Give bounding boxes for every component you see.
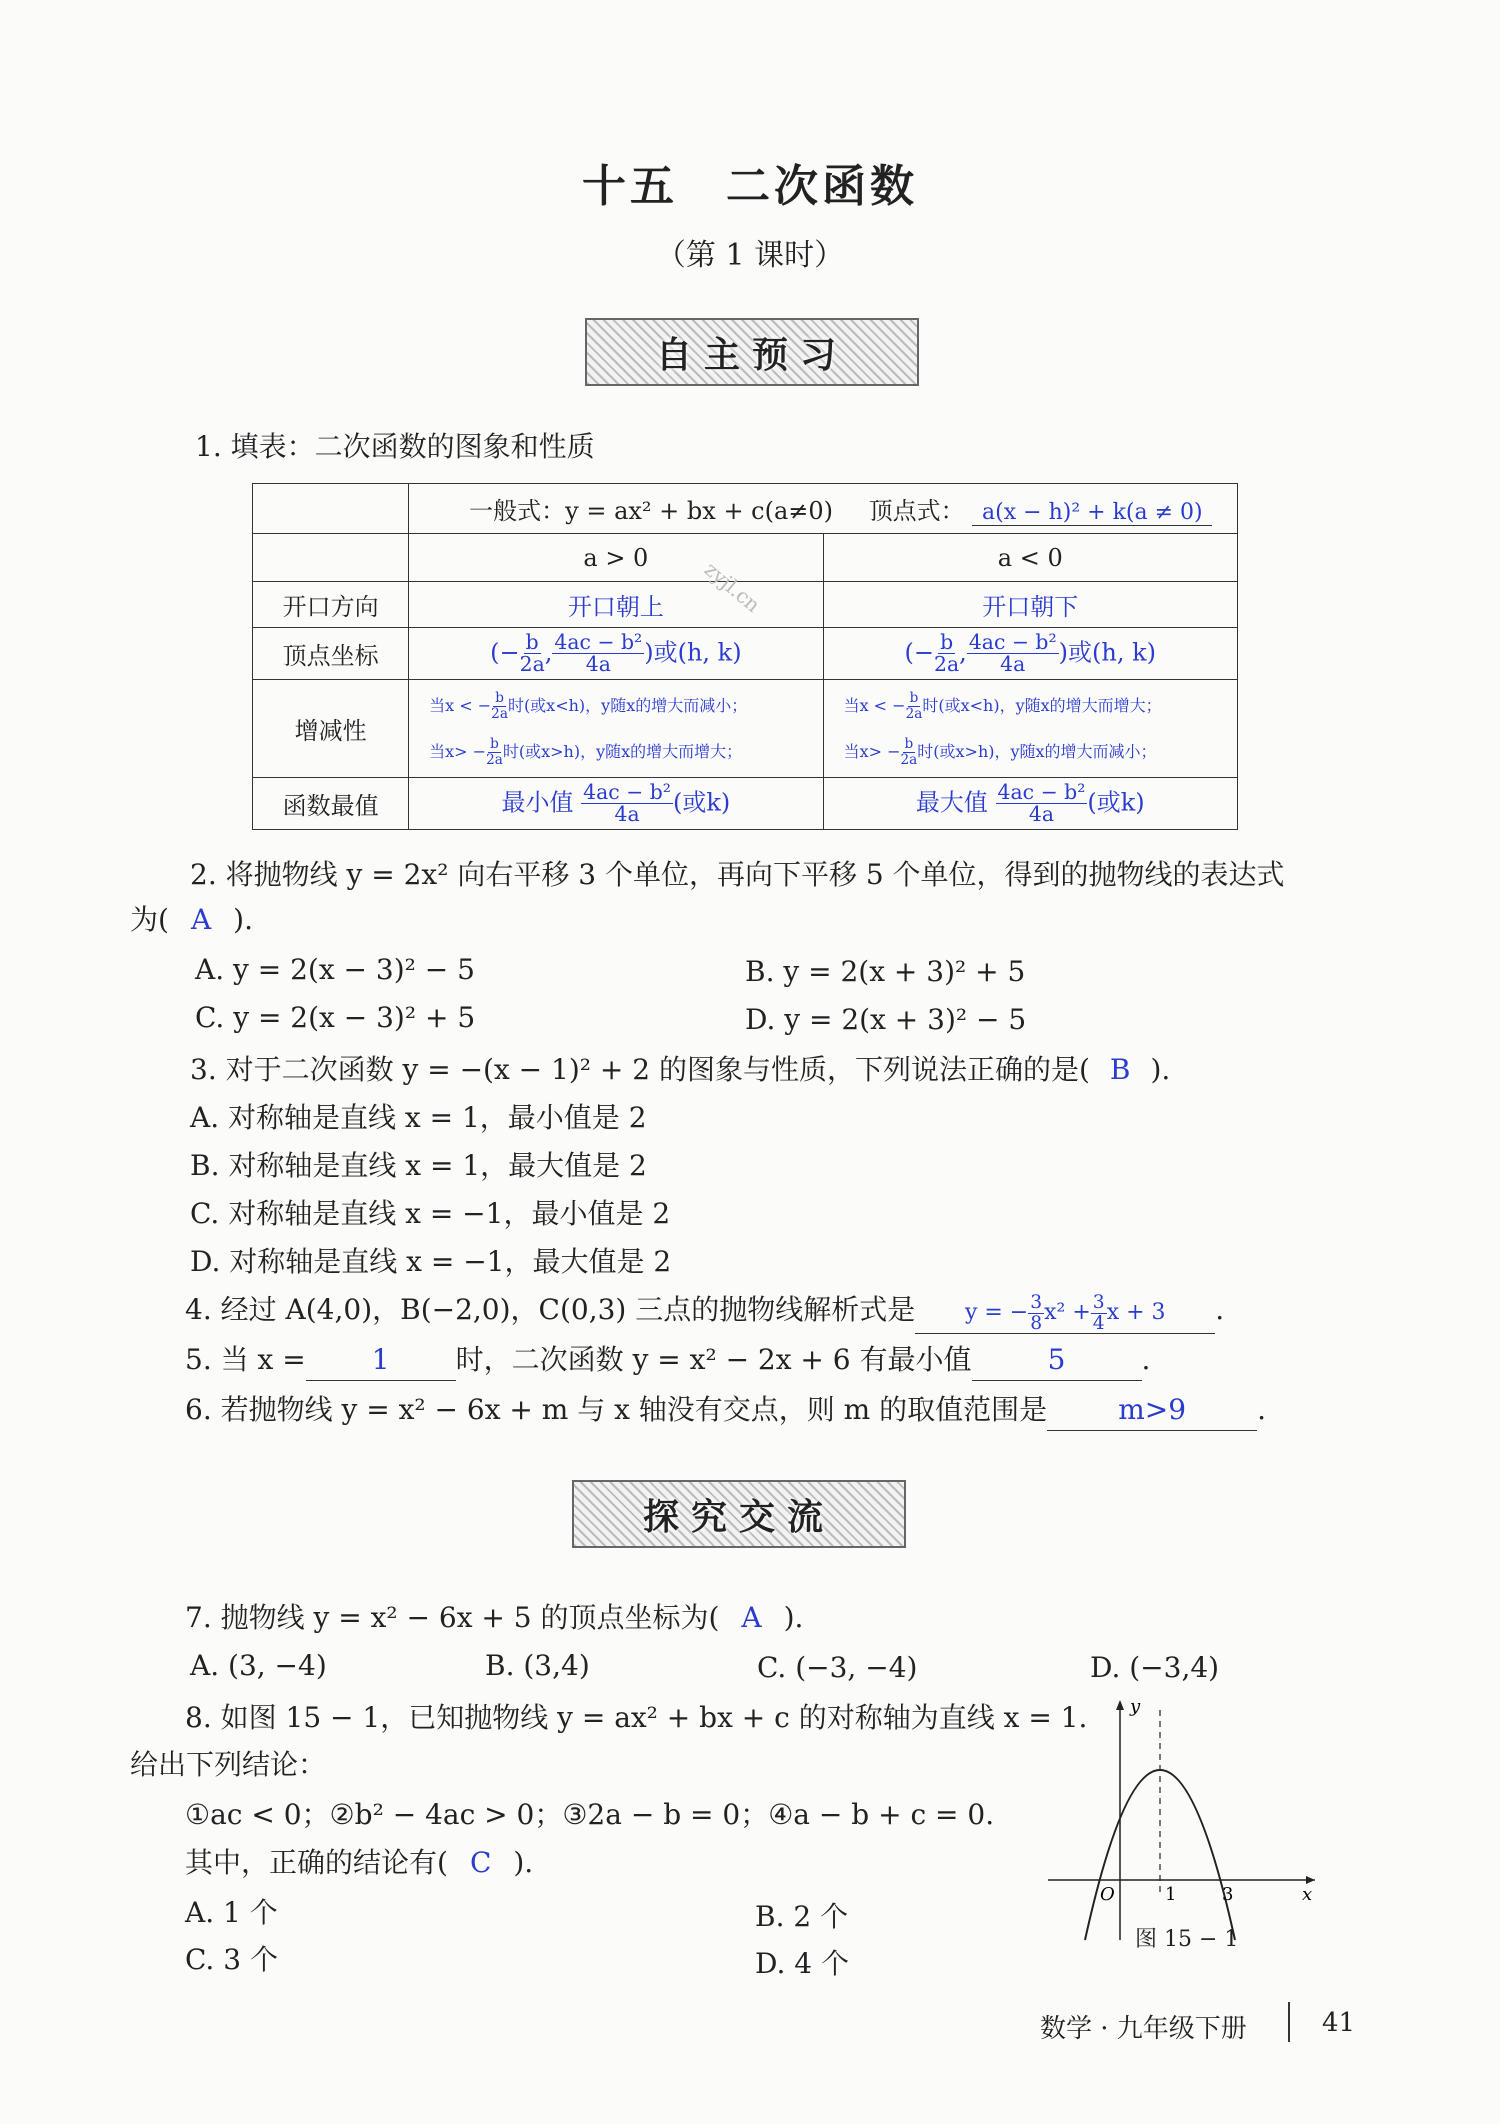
paren-close: ). (513, 1846, 534, 1879)
section-banner-label: 自主预习 (655, 333, 848, 376)
frac-num: 3 (1092, 1291, 1105, 1313)
row-label-vertex: 顶点坐标 (253, 628, 409, 680)
question-5 (185, 1340, 1150, 1381)
option-d: D. 对称轴是直线 x = −1，最大值是 2 (190, 1245, 672, 1278)
answer-blank-1: 1 (306, 1340, 456, 1381)
frac-den: 4a (614, 802, 640, 826)
mono-text: 时(或x>h)，y随x的增大而减小； (917, 741, 1157, 761)
question-1-stem: 1. 填表：二次函数的图象和性质 (195, 430, 595, 463)
frac-den: 4 (1092, 1312, 1105, 1334)
frac-num: b (940, 629, 954, 654)
period: . (1215, 1293, 1225, 1326)
frac-num: b (909, 690, 919, 707)
frac-den: 2a (491, 705, 508, 722)
mono-text: 当x < − (429, 695, 492, 715)
vertex-pos: (− $\frac{b}{2a}$ , $\frac{\text{4ac − b²}}{4a}$ )或(h, k) (409, 628, 823, 680)
vertex-neg: (− $\frac{b}{2a}$ , $\frac{\text{4ac − b²}}{4a}$ )或(h, k) (823, 628, 1237, 680)
mono-text: 时(或x>h)，y随x的增大而增大； (502, 741, 743, 761)
figure-caption: 图 15 − 1 (1135, 1927, 1239, 1952)
properties-table (252, 483, 1238, 830)
frac-num: 4ac − b² (554, 629, 643, 654)
mono-text: 时(或x<h)，y随x的增大而增大； (922, 695, 1162, 715)
option-c: C. (−3, −4) (757, 1651, 918, 1684)
vertex-form-label: 顶点式： (868, 497, 965, 525)
mono-text: 当x < − (843, 695, 906, 715)
stem-text: 6. 若抛物线 y = x² − 6x + m 与 x 轴没有交点，则 m 的取值范围是 (185, 1393, 1048, 1426)
option-d: D. (−3,4) (1090, 1651, 1220, 1684)
option-b: B. (3,4) (485, 1649, 590, 1682)
row-label-monotonic: 增减性 (253, 680, 409, 778)
frac-num: b (525, 629, 539, 654)
frac-den: 2a (934, 652, 960, 676)
frac-den: 2a (486, 751, 503, 768)
stem-text: 时，二次函数 y = x² − 2x + 6 有最小值 (455, 1343, 972, 1376)
frac-num: 4ac − b² (968, 629, 1057, 654)
footer-divider (1288, 2002, 1290, 2042)
question-2-stem-2 (130, 900, 253, 940)
question-7-stem (185, 1598, 803, 1638)
paren-close: ). (1150, 1053, 1171, 1086)
x-axis-arrow (1306, 1876, 1315, 1884)
extremum-post: (或k) (1087, 788, 1145, 816)
option-a: A. y = 2(x − 3)² − 5 (195, 953, 475, 986)
tick-label-1: 1 (1165, 1884, 1177, 1905)
section-banner-explore (572, 1480, 906, 1548)
option-a: A. (3, −4) (190, 1649, 327, 1682)
vertex-pre: (− (490, 638, 520, 666)
general-form: 一般式：y = ax² + bx + c(a≠0) (469, 497, 834, 525)
extremum-neg (823, 778, 1237, 830)
frac-den: 2a (905, 705, 923, 722)
frac-num: b (490, 736, 499, 753)
vertex-pre: (− (904, 638, 935, 666)
col-header-a-pos: a > 0 (409, 534, 823, 582)
vertex-form-answer: a(x − h)² + k(a ≠ 0) (972, 500, 1212, 526)
origin-label: O (1100, 1884, 1115, 1905)
option-a: A. 1 个 (185, 1896, 278, 1929)
y-label: y (1130, 1696, 1141, 1717)
vertex-post: )或(h, k) (644, 638, 742, 666)
extremum-pos (409, 778, 823, 830)
option-c: C. 3 个 (185, 1943, 278, 1976)
frac-den: 4a (585, 652, 611, 676)
opening-pos: 开口朝上 (409, 582, 823, 628)
answer-blank: m>9 (1047, 1390, 1257, 1431)
watermark: zyjl.cn (699, 556, 765, 618)
stem-text: 其中，正确的结论有( (185, 1846, 448, 1879)
frac-num: 4ac − b² (997, 779, 1086, 804)
monotonic-neg (823, 680, 1237, 778)
monotonic-pos (409, 680, 823, 778)
answer-blank-2: 5 (972, 1340, 1142, 1381)
stem-text: 4. 经过 A(4,0)，B(−2,0)，C(0,3) 三点的抛物线解析式是 (185, 1293, 916, 1326)
mono-text: 当x> − (843, 741, 901, 761)
option-d: D. 4 个 (755, 1947, 849, 1980)
question-8-stem-2: 给出下列结论： (130, 1748, 327, 1781)
period: . (1141, 1343, 1151, 1376)
row-label-extremum: 函数最值 (253, 778, 409, 830)
frac-den: 2a (900, 751, 918, 768)
stem-text: 7. 抛物线 y = x² − 6x + 5 的顶点坐标为( (185, 1601, 720, 1634)
answer-choice: A (190, 903, 212, 936)
section-banner-preview (585, 318, 919, 386)
section-banner-label: 探究交流 (642, 1495, 835, 1538)
stem-text: 5. 当 x = (185, 1343, 306, 1376)
tick-label-3: 3 (1222, 1884, 1234, 1905)
option-c: C. 对称轴是直线 x = −1，最小值是 2 (190, 1197, 671, 1230)
question-8-ask (185, 1843, 533, 1883)
lesson-subtitle: （第 1 课时） (655, 238, 845, 273)
frac-num: b (904, 736, 914, 753)
paren-close: ). (233, 903, 253, 936)
period: . (1257, 1393, 1267, 1426)
question-3-stem (190, 1050, 1170, 1090)
ans-part: x² + (1044, 1300, 1091, 1325)
option-b: B. 2 个 (755, 1900, 849, 1933)
paren-open: 为( (130, 903, 169, 936)
stem-text: 3. 对于二次函数 y = −(x − 1)² + 2 的图象与性质，下列说法正确的是( (190, 1053, 1090, 1086)
parabola-figure (1040, 1690, 1330, 1950)
paren-close: ). (783, 1601, 804, 1634)
x-label: x (1302, 1884, 1313, 1905)
frac-den: 8 (1030, 1312, 1043, 1334)
frac-num: 3 (1030, 1291, 1043, 1313)
answer-choice: C (469, 1846, 492, 1879)
answer-choice: B (1109, 1053, 1131, 1086)
question-8-conclusions: ①ac < 0；②b² − 4ac > 0；③2a − b = 0；④a − b + c = 0. (185, 1798, 995, 1831)
question-4 (185, 1290, 1224, 1334)
option-c: C. y = 2(x − 3)² + 5 (195, 1001, 476, 1034)
extremum-label: 最大值 (915, 788, 988, 816)
answer-choice: A (741, 1601, 762, 1634)
opening-neg-cell: 开口朝下 (823, 582, 1237, 628)
ans-part: y = − (964, 1300, 1029, 1325)
frac-den: 4a (1028, 802, 1055, 826)
page-number: 41 (1322, 2008, 1356, 2038)
frac-den: 2a (519, 652, 545, 676)
ans-part: x + 3 (1106, 1300, 1166, 1325)
mono-text: 当x> − (429, 741, 487, 761)
extremum-post: (或k) (672, 788, 731, 816)
question-8-stem: 8. 如图 15 − 1，已知抛物线 y = ax² + bx + c 的对称轴为直线 x = 1. (185, 1701, 1088, 1734)
frac-num: 4ac − b² (583, 779, 671, 804)
extremum-label: 最小值 (501, 788, 574, 816)
answer-blank (915, 1293, 1215, 1334)
footer-book: 数学 · 九年级下册 (1040, 2014, 1247, 2044)
option-b: B. 对称轴是直线 x = 1，最大值是 2 (190, 1149, 647, 1182)
col-header-a-neg: a < 0 (823, 534, 1237, 582)
vertex-post: )或(h, k) (1058, 638, 1156, 666)
mono-text: 时(或x<h)，y随x的增大而减小； (507, 695, 748, 715)
y-axis-arrow (1116, 1700, 1124, 1710)
row-label-opening: 开口方向 (253, 582, 409, 628)
question-6 (185, 1390, 1266, 1431)
question-2-stem: 2. 将抛物线 y = 2x² 向右平移 3 个单位，再向下平移 5 个单位，得到的抛物线的表达式 (190, 858, 1285, 891)
frac-num: b (495, 690, 504, 707)
page-title: 十五 二次函数 (582, 161, 918, 212)
frac-den: 4a (1000, 652, 1026, 676)
option-d: D. y = 2(x + 3)² − 5 (745, 1003, 1027, 1036)
option-b: B. y = 2(x + 3)² + 5 (745, 955, 1026, 988)
option-a: A. 对称轴是直线 x = 1，最小值是 2 (190, 1101, 647, 1134)
